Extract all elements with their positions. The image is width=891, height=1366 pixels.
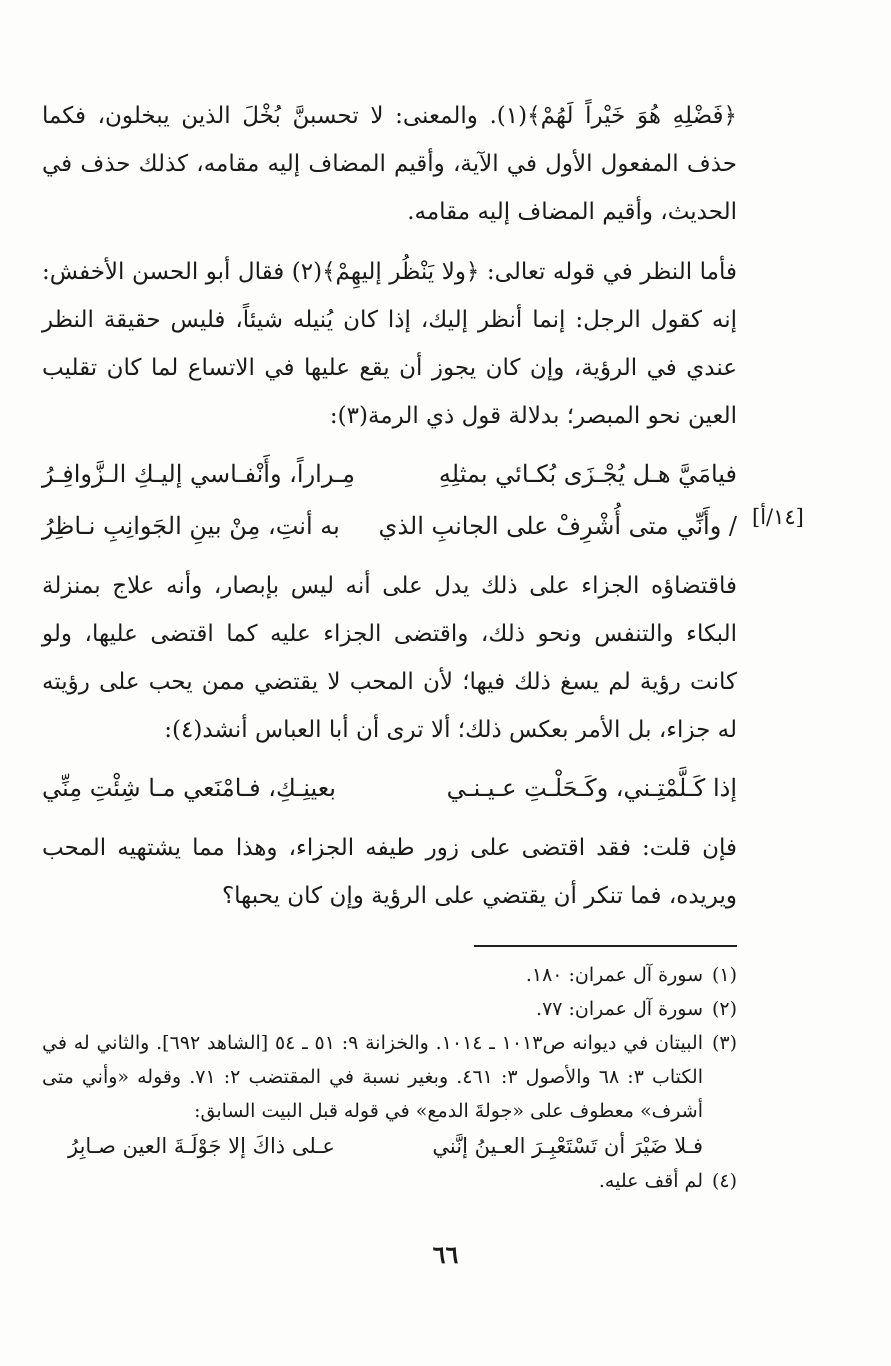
footnotes bbox=[42, 958, 737, 1198]
footnote-text: سورة آل عمران: ٧٧. bbox=[536, 998, 703, 1020]
footnote-number: (٢) bbox=[711, 998, 737, 1020]
main-text bbox=[42, 92, 737, 920]
footnote-text: سورة آل عمران: ١٨٠. bbox=[525, 964, 703, 986]
verse-2-first-hemistich: / وأَنِّي متى أُشْرِفْ على الجانبِ الذي bbox=[378, 512, 737, 540]
footnote-2 bbox=[42, 992, 737, 1026]
verse-3-second-hemistich: بعينِـكِ، فـامْنَعي مـا شِئْتِ مِنِّي bbox=[42, 774, 336, 802]
footnote-1 bbox=[42, 958, 737, 992]
page-number: ٦٦ bbox=[432, 1240, 459, 1269]
paragraph-1: ﴿فَضْلِهِ هُوَ خَيْراً لَهُمْ﴾(١). والمعنى: لا تحسبنَّ بُخْلَ الذين يبخلون، فكما حذف المفعول الأول في الآية، وأقيم المضاف إليه مقامه، كذلك حذف في الحديث، وأقيم المضاف إليه مقامه. bbox=[42, 103, 737, 225]
footnote-verse bbox=[42, 1128, 737, 1164]
verse-3-first-hemistich: إذا كَـلَّمْتِـني، وكَـحَلْـتِ عـيـنـي bbox=[446, 774, 737, 802]
footnote-number: (١) bbox=[711, 964, 737, 986]
poem-verses bbox=[42, 448, 737, 552]
footnote-verse-first-hemistich: فـلا ضَيْرَ أن تَسْتَعْبِـرَ العـينُ إنَّني bbox=[432, 1134, 703, 1158]
footnote-3 bbox=[42, 1026, 737, 1128]
footnote-text: لم أقف عليه. bbox=[598, 1170, 703, 1192]
footnote-text: البيتان في ديوانه ص١٠١٣ ـ ١٠١٤. والخزانة ٩: ٥١ ـ ٥٤ [الشاهد ٦٩٢]. والثاني له في الكتاب ٣: ٦٨ والأصول ٣: ٤٦١. وبغير نسبة في المقتضب ٢: ٧١. وقوله «وأني متى أشرف» معطوف على «جولةَ الدمع» في قوله قبل البيت السابق: bbox=[42, 1032, 703, 1122]
paragraph-4: فإن قلت: فقد اقتضى على زور طيفه الجزاء، وهذا مما يشتهيه المحب ويريده، فما تنكر أن يقتضي على الرؤية وإن كان يحبها؟ bbox=[42, 835, 737, 909]
verse-line-3 bbox=[42, 762, 737, 814]
footnote-4 bbox=[42, 1164, 737, 1198]
manuscript-folio-marker: [١٤/أ] bbox=[752, 505, 804, 529]
paragraph-2: فأما النظر في قوله تعالى: ﴿ولا يَنْظُر إليهِمْ﴾(٢) فقال أبو الحسن الأخفش: إنه كقول الرجل: إنما أنظر إليك، إذا كان يُنيله شيئاً، فليس حقيقة النظر عندي في الرؤية، وإن كان يجوز أن يقع عليها في الاتساع لما كان تقليب العين نحو المبصر؛ بدلالة قول ذي الرمة(٣): bbox=[42, 259, 737, 429]
verse-line-2 bbox=[42, 500, 737, 552]
verse-line-1 bbox=[42, 448, 737, 500]
verse-2-second-hemistich: به أنتِ، مِنْ بينِ الجَوانِبِ نـاظِرُ bbox=[42, 512, 340, 540]
footnote-number: (٤) bbox=[711, 1170, 737, 1192]
verse-1-second-hemistich: مِـراراً، وأَنْفـاسي إليـكِ الـزَّوافِـرُ bbox=[42, 460, 355, 488]
footnote-divider bbox=[474, 945, 737, 947]
paragraph-3: فاقتضاؤه الجزاء على ذلك يدل على أنه ليس بإبصار، وأنه علاج بمنزلة البكاء والتنفس ونحو ذلك، واقتضى الجزاء عليه كما اقتضى عليها، ولو كانت رؤية لم يسغ ذلك فيها؛ لأن المحب لا يقتضي ممن يحب على رؤيته له جزاء، بل الأمر بعكس ذلك؛ ألا ترى أن أبا العباس أنشد(٤): bbox=[42, 573, 737, 743]
verse-1-first-hemistich: فيامَيَّ هـل يُجْـزَى بُكـائي بمثلِهِ bbox=[438, 460, 737, 488]
footnote-number: (٣) bbox=[711, 1032, 737, 1054]
footnote-verse-second-hemistich: عـلى ذاكَ إلا جَوْلَـةَ العين صـابِرُ bbox=[68, 1134, 335, 1158]
